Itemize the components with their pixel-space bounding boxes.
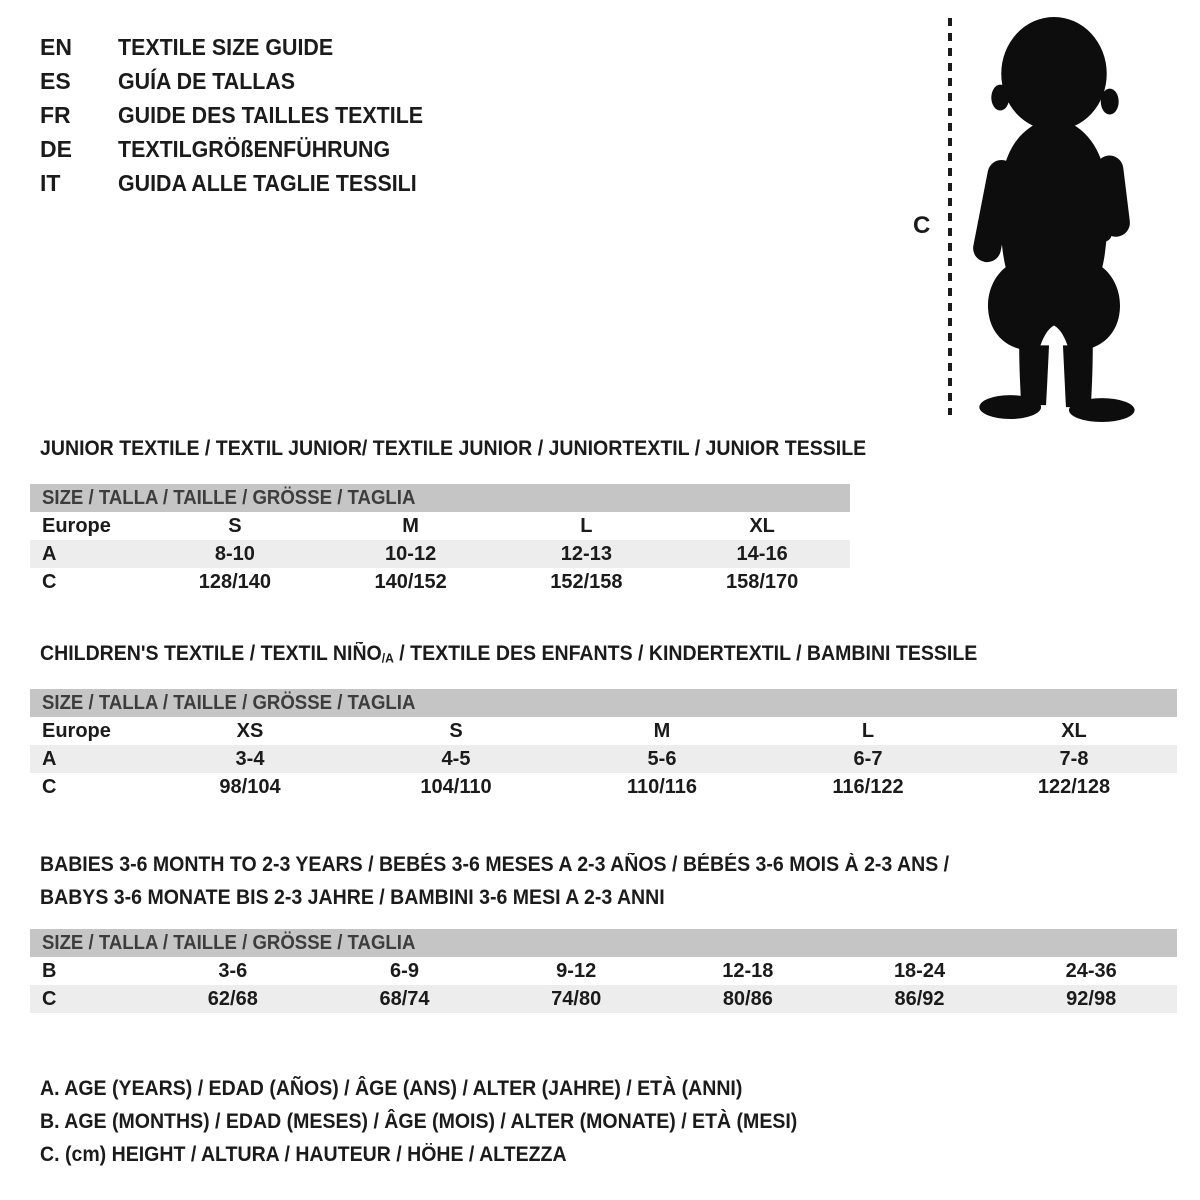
value-cell: 10-12 xyxy=(385,542,437,565)
value-cell: 116/122 xyxy=(832,775,904,798)
language-code: ES xyxy=(40,68,71,94)
language-row xyxy=(40,132,446,166)
measure-legend xyxy=(40,1072,854,1171)
legend-line-a: A. AGE (YEARS) / EDAD (AÑOS) / ÂGE (ANS) / ALTER (JAHRE) / ETÀ (ANNI) xyxy=(40,1077,743,1100)
value-cell: 8-10 xyxy=(214,542,255,565)
toddler-silhouette-icon xyxy=(958,14,1148,422)
value-cell: 74/80 xyxy=(551,987,602,1010)
table-row xyxy=(30,745,1177,773)
row-label: C xyxy=(42,775,57,798)
size-header-label: SIZE / TALLA / TAILLE / GRÖSSE / TAGLIA xyxy=(42,691,416,714)
language-title: GUIDA ALLE TAGLIE TESSILI xyxy=(118,170,417,196)
language-title: GUÍA DE TALLAS xyxy=(118,68,296,94)
row-label: A xyxy=(42,542,57,565)
value-cell: 122/128 xyxy=(1037,775,1111,798)
value-cell: 140/152 xyxy=(374,570,447,593)
junior-size-header-bar xyxy=(30,484,850,512)
value-cell: 9-12 xyxy=(556,959,597,982)
height-measure-line xyxy=(948,18,952,415)
language-code: FR xyxy=(40,102,71,128)
value-cell: L xyxy=(861,719,875,742)
value-cell: XL xyxy=(749,514,775,537)
children-section-heading xyxy=(40,642,1048,670)
junior-section-heading xyxy=(40,437,928,461)
table-row xyxy=(30,773,1177,801)
value-cell: 6-7 xyxy=(853,747,883,770)
value-cell: 18-24 xyxy=(893,959,946,982)
row-label: Europe xyxy=(42,719,111,742)
value-cell: 92/98 xyxy=(1066,987,1117,1010)
value-cell: M xyxy=(402,514,419,537)
language-title: TEXTILE SIZE GUIDE xyxy=(118,34,334,60)
row-label: Europe xyxy=(42,514,111,537)
value-cell: 14-16 xyxy=(736,542,788,565)
language-row xyxy=(40,98,446,132)
children-size-header-bar xyxy=(30,689,1177,717)
language-code: IT xyxy=(40,170,61,196)
legend-line-b: B. AGE (MONTHS) / EDAD (MESES) / ÂGE (MOIS) / ALTER (MONATE) / ETÀ (MESI) xyxy=(40,1110,798,1133)
table-row xyxy=(30,512,850,540)
table-row xyxy=(30,540,850,568)
language-row xyxy=(40,166,446,200)
language-code: DE xyxy=(40,136,72,162)
babies-heading-line2: BABYS 3-6 MONATE BIS 2-3 JAHRE / BAMBINI 3-6 MESI A 2-3 ANNI xyxy=(40,886,665,909)
value-cell: 12-18 xyxy=(722,959,774,982)
value-cell: 86/92 xyxy=(894,987,945,1010)
value-cell: 158/170 xyxy=(725,570,799,593)
value-cell: 3-4 xyxy=(235,747,265,770)
children-heading-text: CHILDREN'S TEXTILE / TEXTIL NIÑO/A / TEXTILE DES ENFANTS / KINDERTEXTIL / BAMBINI TESSILE xyxy=(40,642,978,666)
value-cell: 98/104 xyxy=(219,775,281,798)
junior-heading-text: JUNIOR TEXTILE / TEXTIL JUNIOR/ TEXTILE JUNIOR / JUNIORTEXTIL / JUNIOR TESSILE xyxy=(40,437,867,460)
value-cell: 110/116 xyxy=(626,775,698,798)
value-cell: XS xyxy=(236,719,264,742)
value-cell: 4-5 xyxy=(441,747,471,770)
value-cell: 62/68 xyxy=(207,987,258,1010)
row-label: C xyxy=(42,987,57,1010)
language-row xyxy=(40,64,446,98)
table-row xyxy=(30,568,850,596)
language-code: EN xyxy=(40,34,72,60)
value-cell: 7-8 xyxy=(1059,747,1089,770)
value-cell: 80/86 xyxy=(722,987,773,1010)
language-title: TEXTILGRÖßENFÜHRUNG xyxy=(118,136,391,162)
value-cell: 24-36 xyxy=(1065,959,1117,982)
babies-heading-line1: BABIES 3-6 MONTH TO 2-3 YEARS / BEBÉS 3-6 MESES A 2-3 AÑOS / BÉBÉS 3-6 MOIS À 2-3 ANS / xyxy=(40,853,950,876)
value-cell: S xyxy=(228,514,242,537)
size-header-label: SIZE / TALLA / TAILLE / GRÖSSE / TAGLIA xyxy=(42,931,416,954)
language-title-list xyxy=(40,30,446,200)
value-cell: 6-9 xyxy=(390,959,419,982)
language-title: GUIDE DES TAILLES TEXTILE xyxy=(118,102,424,128)
value-cell: 128/140 xyxy=(198,570,272,593)
language-row xyxy=(40,30,446,64)
table-row xyxy=(30,957,1177,985)
table-row xyxy=(30,985,1177,1013)
babies-section-heading xyxy=(40,848,1018,914)
table-row xyxy=(30,717,1177,745)
legend-line-c: C. (cm) HEIGHT / ALTURA / HAUTEUR / HÖHE / ALTEZZA xyxy=(40,1143,567,1166)
size-header-label: SIZE / TALLA / TAILLE / GRÖSSE / TAGLIA xyxy=(42,486,416,509)
value-cell: 104/110 xyxy=(420,775,492,798)
value-cell: M xyxy=(653,719,671,742)
row-label: B xyxy=(42,959,57,982)
height-measure-label: C xyxy=(913,212,931,239)
value-cell: 152/158 xyxy=(550,570,623,593)
row-label: A xyxy=(42,747,57,770)
value-cell: 5-6 xyxy=(647,747,677,770)
value-cell: S xyxy=(449,719,463,742)
junior-size-table xyxy=(30,484,850,596)
value-cell: L xyxy=(580,514,593,537)
value-cell: 12-13 xyxy=(560,542,612,565)
row-label: C xyxy=(42,570,57,593)
babies-size-header-bar xyxy=(30,929,1177,957)
babies-size-table xyxy=(30,929,1177,1013)
value-cell: 68/74 xyxy=(379,987,430,1010)
children-size-table xyxy=(30,689,1177,801)
value-cell: XL xyxy=(1061,719,1087,742)
value-cell: 3-6 xyxy=(218,959,248,982)
